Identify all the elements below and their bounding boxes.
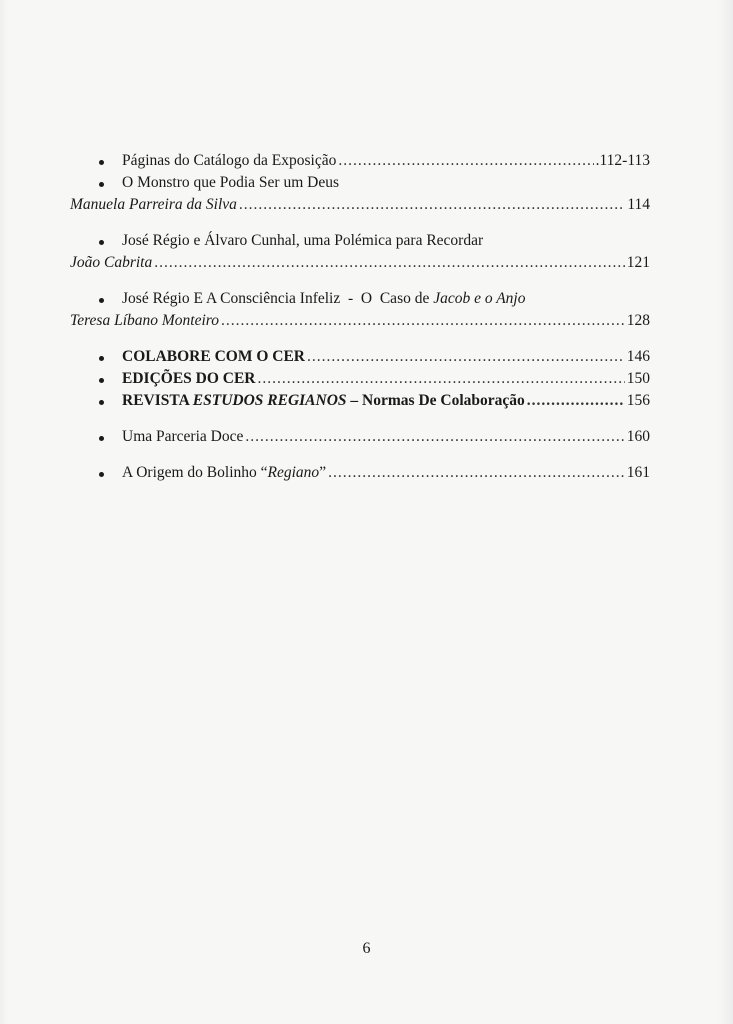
toc-title: Páginas do Catálogo da Exposição [122,152,337,169]
toc-title: José Régio e Álvaro Cunhal, uma Polémica para Recordar [122,232,484,249]
toc-page: 156 [626,392,650,409]
toc-entry-catalogo [70,150,650,172]
dot-leader [258,368,625,390]
toc-page: 128 [626,312,650,329]
toc-title-start: A Origem do Bolinho “ [122,464,268,481]
toc-entry-bolinho [70,462,650,484]
dot-leader [154,252,625,274]
toc-page: 114 [627,196,650,213]
toc-entry-polemica [70,230,650,252]
toc-author-line-monstro [70,194,650,216]
dot-leader [221,310,625,332]
toc-title [122,462,326,484]
toc-title-start: José Régio E A Consciência Infeliz - O Caso de [122,290,434,307]
toc-title-italic: Jacob e o Anjo [433,290,526,307]
toc-title-end: – Normas De Colaboração [346,392,525,409]
toc-entry-parceria [70,426,650,448]
toc-page: .112-113 [595,152,650,169]
toc-title-italic: Regiano [267,464,320,481]
bullet-icon [96,158,106,168]
toc-title [122,390,525,412]
dot-leader [338,150,593,172]
dot-leader [527,390,625,412]
toc-page: 150 [626,370,650,387]
toc-author: Teresa Líbano Monteiro [70,312,219,329]
bullet-icon [96,376,106,386]
toc-title: O Monstro que Podia Ser um Deus [122,174,339,191]
toc-title: COLABORE COM O CER [122,348,305,365]
toc-page: 146 [626,348,650,365]
dot-leader [239,194,625,216]
toc-title-start: REVISTA [122,392,193,409]
bullet-icon [96,238,106,248]
toc-page: 161 [626,464,650,481]
toc-page: 121 [626,254,650,271]
bullet-icon [96,180,106,190]
dot-leader [307,346,625,368]
bullet-icon [96,354,106,364]
toc-author-line-consciencia [70,310,650,332]
toc-author: Manuela Parreira da Silva [70,196,237,213]
toc-entry-revista [70,390,650,412]
toc-entry-edicoes [70,368,650,390]
toc-title: EDIÇÕES DO CER [122,370,256,387]
bullet-icon [96,398,106,408]
dot-leader [245,426,624,448]
page-edge-left [0,0,8,1024]
toc-author: João Cabrita [70,254,153,271]
bullet-icon [96,470,106,480]
page-edge-right [719,0,733,1024]
bullet-icon [96,296,106,306]
page-number: 6 [362,940,371,957]
table-of-contents [70,150,650,484]
dot-leader [328,462,625,484]
toc-title [122,288,526,310]
toc-entry-consciencia [70,288,650,310]
toc-page: 160 [626,428,650,445]
bullet-icon [96,434,106,444]
toc-entry-colabore [70,346,650,368]
toc-author-line-polemica [70,252,650,274]
toc-title-italic: ESTUDOS REGIANOS [192,392,347,409]
toc-entry-monstro [70,172,650,194]
toc-title-end: ” [319,464,327,481]
toc-title: Uma Parceria Doce [122,428,244,445]
